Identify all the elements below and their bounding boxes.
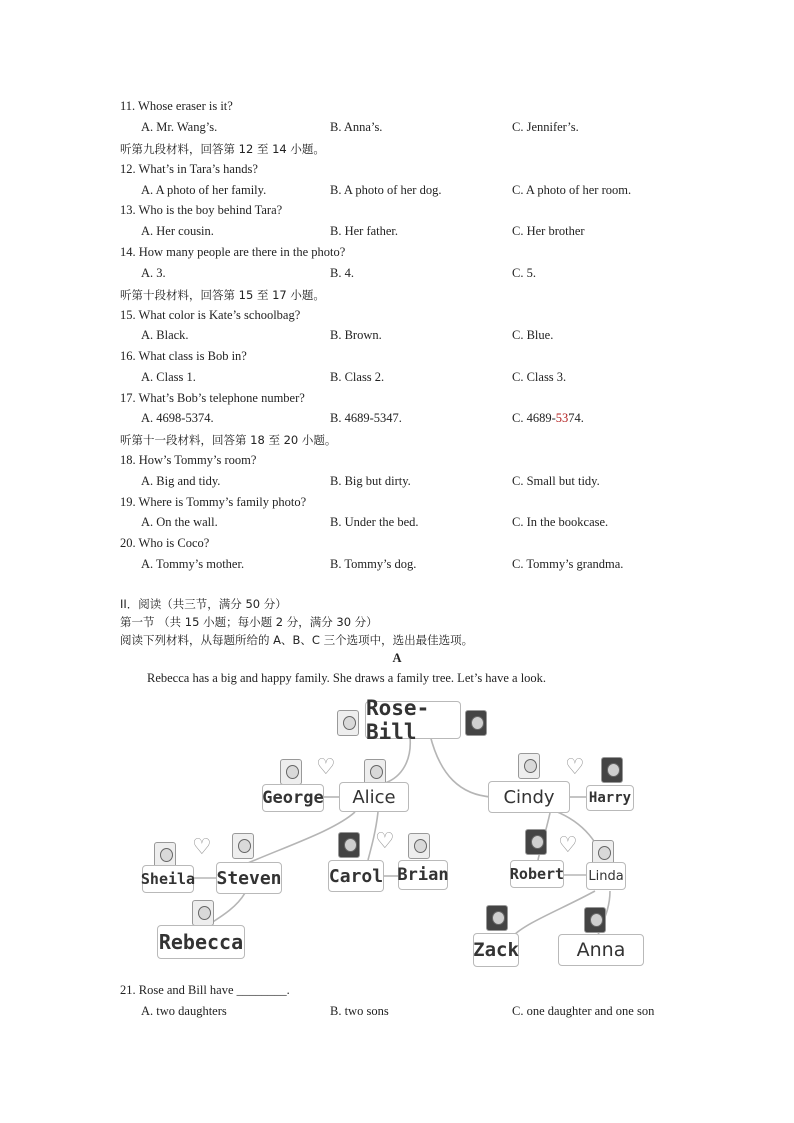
rose-face-icon (337, 710, 359, 736)
option-a: A. Class 1. (141, 370, 196, 384)
option-c-highlight: 53 (555, 411, 569, 425)
question-text: 18. How’s Tommy’s room? (120, 453, 257, 467)
question-text: 11. Whose eraser is it? (120, 99, 233, 113)
option-a: A. Mr. Wang’s. (141, 120, 218, 134)
option-a: A. Big and tidy. (141, 474, 221, 488)
option-c: C. 5. (512, 266, 536, 280)
option-a: A. On the wall. (141, 515, 218, 529)
option-c: C. A photo of her room. (512, 183, 632, 197)
option-c: C. Her brother (512, 224, 585, 238)
anna-face-icon (584, 907, 606, 933)
node-linda: Linda (586, 862, 626, 890)
brian-face-icon (408, 833, 430, 859)
node-sheila: Sheila (142, 865, 194, 893)
option-a: A. two daughters (141, 1004, 227, 1018)
node-brian: Brian (398, 860, 448, 890)
option-a: A. 4698-5374. (141, 411, 214, 425)
node-zack: Zack (473, 933, 519, 967)
question-text: 19. Where is Tommy’s family photo? (120, 495, 307, 509)
option-b: B. Anna’s. (330, 120, 383, 134)
heart-icon: ♡ (565, 755, 585, 780)
option-b: B. Tommy’s dog. (330, 557, 417, 571)
harry-face-icon (601, 757, 623, 783)
node-robert: Robert (510, 860, 564, 888)
passage-text: Rebecca has a big and happy family. She draws a family tree. Let’s have a look. (147, 671, 547, 685)
option-b: B. Big but dirty. (330, 474, 411, 488)
heart-icon: ♡ (558, 833, 578, 858)
option-b: B. Brown. (330, 328, 382, 342)
question-text: 17. What’s Bob’s telephone number? (120, 391, 305, 405)
steven-face-icon (232, 833, 254, 859)
question-text: 16. What class is Bob in? (120, 349, 247, 363)
option-b: B. Her father. (330, 224, 399, 238)
option-c: C. Class 3. (512, 370, 567, 384)
option-b: B. Class 2. (330, 370, 385, 384)
passage-label: A (392, 651, 402, 665)
listening-instruction: 听第九段材料，回答第 12 至 14 小题。 (120, 142, 325, 156)
node-alice: Alice (339, 782, 409, 812)
option-b: B. two sons (330, 1004, 389, 1018)
robert-face-icon (525, 829, 547, 855)
link-root-cindy (430, 735, 492, 797)
option-c: C. one daughter and one son (512, 1004, 655, 1018)
rebecca-face-icon (192, 900, 214, 926)
option-c (512, 411, 584, 426)
carol-face-icon (338, 832, 360, 858)
option-c: C. Blue. (512, 328, 554, 342)
question-text: 12. What’s in Tara’s hands? (120, 162, 258, 176)
node-harry: Harry (586, 785, 634, 811)
heart-icon: ♡ (192, 835, 212, 860)
question-text: 15. What color is Kate’s schoolbag? (120, 308, 301, 322)
option-a: A. Tommy’s mother. (141, 557, 245, 571)
option-a: A. 3. (141, 266, 166, 280)
section-heading: II．阅读（共三节，满分 50 分） (120, 597, 287, 611)
question-text: 21. Rose and Bill have ________. (120, 983, 290, 997)
question-text: 13. Who is the boy behind Tara? (120, 203, 283, 217)
option-c: C. Small but tidy. (512, 474, 600, 488)
section-subheading: 第一节 （共 15 小题；每小题 2 分，满分 30 分） (120, 615, 378, 629)
node-rebecca: Rebecca (157, 925, 245, 959)
node-cindy: Cindy (488, 781, 570, 813)
option-b: B. A photo of her dog. (330, 183, 442, 197)
node-carol: Carol (328, 860, 384, 892)
option-c: C. Jennifer’s. (512, 120, 579, 134)
option-b: B. 4689-5347. (330, 411, 402, 425)
option-b: B. 4. (330, 266, 354, 280)
node-rose-bill: Rose-Bill (365, 701, 461, 739)
listening-instruction: 听第十一段材料，回答第 18 至 20 小题。 (120, 433, 337, 447)
heart-icon: ♡ (316, 755, 336, 780)
bill-face-icon (465, 710, 487, 736)
question-text: 14. How many people are there in the photo? (120, 245, 346, 259)
george-face-icon (280, 759, 302, 785)
option-c: C. Tommy’s grandma. (512, 557, 624, 571)
listening-instruction: 听第十段材料，回答第 15 至 17 小题。 (120, 288, 325, 302)
option-c-suffix: 74. (568, 411, 584, 425)
option-b: B. Under the bed. (330, 515, 419, 529)
option-c: C. In the bookcase. (512, 515, 609, 529)
node-anna: Anna (558, 934, 644, 966)
link-linda-zack (512, 891, 595, 937)
cindy-face-icon (518, 753, 540, 779)
option-a: A. Her cousin. (141, 224, 214, 238)
zack-face-icon (486, 905, 508, 931)
node-steven: Steven (216, 862, 282, 894)
node-george: George (262, 784, 324, 812)
question-text: 20. Who is Coco? (120, 536, 210, 550)
option-c-prefix: C. 4689- (512, 411, 556, 425)
section-instruction: 阅读下列材料，从每题所给的 A、B、C 三个选项中，选出最佳选项。 (120, 633, 474, 647)
family-tree (140, 695, 660, 975)
heart-icon: ♡ (375, 829, 395, 854)
option-a: A. A photo of her family. (141, 183, 267, 197)
option-a: A. Black. (141, 328, 189, 342)
